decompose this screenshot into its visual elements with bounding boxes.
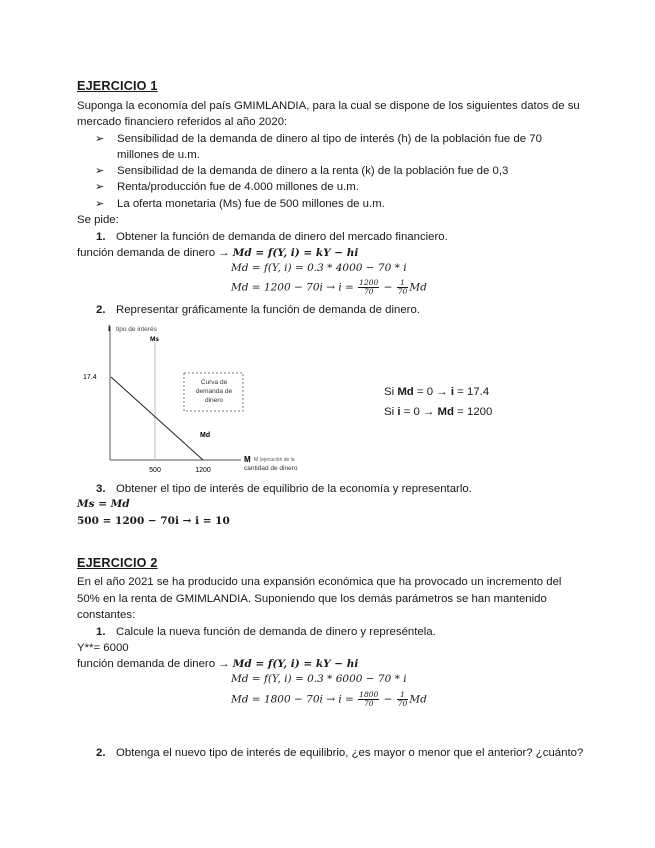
x-axis-letter: M bbox=[244, 455, 251, 464]
ex2-question-2: 2. Obtenga el nuevo tipo de interés de equilibrio, ¿es mayor o menor que el anterior? ¿cuánto? bbox=[96, 747, 584, 759]
box-line-2: demanda de bbox=[195, 388, 233, 395]
ex2-line-3: constantes: bbox=[77, 609, 136, 621]
arrow-bullet-icon: ➢ bbox=[95, 164, 105, 177]
question-1: 1. Obtener la función de demanda de dinero del mercado financiero. bbox=[96, 231, 448, 243]
bullet-item-3: ➢ Renta/producción fue de 4.000 millones de u.m. bbox=[95, 180, 359, 193]
intro-line-1: Suponga la economía del país GMIMLANDIA, para la cual se dispone de los siguientes datos de su bbox=[77, 100, 580, 112]
arrow-bullet-icon: ➢ bbox=[95, 197, 105, 210]
question-2: 2. Representar gráficamente la función de demanda de dinero. bbox=[96, 304, 420, 316]
equilibrium-condition: Ms = Md bbox=[77, 498, 130, 510]
x-axis-label-1: M (ejecución de la bbox=[254, 457, 295, 463]
y-intercept-label: 17.4 bbox=[83, 374, 97, 381]
bullet-item-1: ➢ Sensibilidad de la demanda de dinero al tipo de interés (h) de la población fue de 70 bbox=[95, 132, 542, 145]
bullet-item-1-cont: millones de u.m. bbox=[117, 149, 200, 161]
ex2-question-1: 1. Calcule la nueva función de demanda de dinero y represéntela. bbox=[96, 626, 436, 638]
exercise-1-title: EJERCICIO 1 bbox=[77, 79, 158, 93]
tick-1200: 1200 bbox=[195, 467, 211, 474]
intro-line-2: mercado financiero referidos al año 2020: bbox=[77, 116, 288, 128]
side-note-2: Si i = 0 → Md = 1200 bbox=[384, 406, 493, 418]
arrow-bullet-icon: ➢ bbox=[95, 132, 105, 145]
se-pide-label: Se pide: bbox=[77, 214, 119, 226]
ex2-equation-substitution: Md = f(Y, i) = 0.3 * 6000 − 70 * i bbox=[231, 673, 407, 685]
box-line-3: dinero bbox=[204, 397, 224, 404]
side-note-1: Si Md = 0 → i = 17.4 bbox=[384, 386, 490, 398]
function-definition: función demanda de dinero → Md = f(Y, i) = kY − hi bbox=[77, 247, 359, 259]
y-axis-letter: i bbox=[108, 323, 111, 333]
equation-md-substitution: Md = f(Y, i) = 0.3 * 4000 − 70 * i bbox=[231, 262, 407, 274]
bullet-item-4: ➢ La oferta monetaria (Ms) fue de 500 millones de u.m. bbox=[95, 197, 385, 210]
md-line bbox=[111, 377, 203, 460]
money-demand-graph bbox=[78, 320, 338, 475]
equilibrium-solution: 500 = 1200 − 70i → i = 10 bbox=[77, 515, 230, 527]
ex2-function-definition: función demanda de dinero → Md = f(Y, i) = kY − hi bbox=[77, 658, 359, 670]
ex2-line-2: 50% en la renta de GMIMLANDIA. Suponiendo que los demás parámetros se han mantenido bbox=[77, 593, 547, 605]
md-label: Md bbox=[200, 432, 211, 439]
arrow-bullet-icon: ➢ bbox=[95, 180, 105, 193]
ex2-line-1: En el año 2021 se ha producido una expansión económica que ha provocado un incremento del bbox=[77, 576, 562, 588]
exercise-2-title: EJERCICIO 2 bbox=[77, 556, 158, 570]
x-axis-label-2: cantidad de dinero bbox=[244, 465, 298, 472]
bullet-item-2: ➢ Sensibilidad de la demanda de dinero a la renta (k) de la población fue de 0,3 bbox=[95, 164, 509, 177]
box-line-1: Curva de bbox=[200, 379, 228, 386]
equation-md-solved: Md = 1200 − 70i → i = $\frac{1200}{70}$ − $\frac{1}{70}$ Md bbox=[231, 278, 427, 296]
new-income: Y**= 6000 bbox=[77, 642, 129, 654]
tick-500: 500 bbox=[149, 467, 161, 474]
ms-label: Ms bbox=[150, 336, 160, 343]
question-3: 3. Obtener el tipo de interés de equilibrio de la economía y representarlo. bbox=[96, 483, 472, 495]
y-axis-label: tipo de interés bbox=[116, 326, 157, 333]
ex2-equation-solved: Md = 1800 − 70i → i = $\frac{1800}{70}$ − $\frac{1}{70}$ Md bbox=[231, 690, 427, 708]
